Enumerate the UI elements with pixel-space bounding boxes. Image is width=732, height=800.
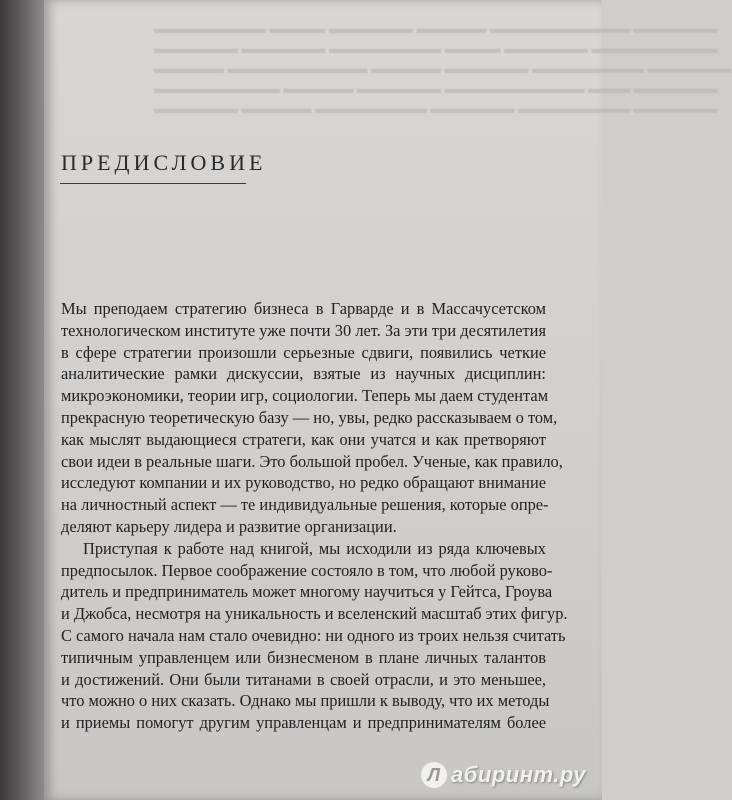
paragraph bbox=[61, 298, 563, 538]
text-line: и приемы помогут другим управленцам и предпринимателям более bbox=[61, 713, 546, 733]
text-line: и достижений. Они были титанами в своей отрасли, и это меньшее, bbox=[61, 669, 546, 689]
text-line: аналитические рамки дискуссии, взятые из научных дисциплин: bbox=[61, 364, 546, 384]
text-line: типичным управленцем или бизнесменом в плане личных талантов bbox=[61, 647, 546, 667]
body-text bbox=[61, 298, 568, 734]
text-line: дитель и предприниматель может многому научиться у Гейтса, Гроува bbox=[61, 582, 553, 602]
watermark-text: абиринт.ру bbox=[451, 762, 586, 787]
book-gutter bbox=[0, 0, 44, 800]
show-through-text: ▬▬▬▬▬▬▬▬ ▬▬▬▬ ▬▬▬▬▬▬ ▬▬▬▬▬ ▬▬▬▬▬▬▬▬▬▬ ▬▬▬▬▬▬ ▬▬▬▬▬▬ ▬▬▬▬▬▬ ▬▬▬▬▬▬▬▬ ▬▬▬▬ ▬▬▬▬▬▬ ▬▬▬▬▬▬▬▬▬ ▬▬▬▬▬ ▬▬▬▬▬▬▬▬▬▬ ▬▬▬▬▬ ▬▬▬▬▬▬ ▬▬▬▬▬▬▬▬ ▬▬▬▬▬▬ ▬▬▬▬▬▬▬▬▬ ▬▬▬▬▬ ▬▬▬▬▬▬ ▬▬▬▬▬▬▬▬▬▬ ▬▬▬ ▬▬▬▬▬▬ ▬▬▬▬▬▬ ▬▬▬▬▬ ▬▬▬▬▬▬▬▬ ▬▬▬▬▬▬ ▬▬▬▬▬▬▬▬ ▬▬▬▬▬▬ bbox=[154, 22, 732, 117]
labirint-watermark bbox=[421, 762, 586, 788]
text-line: в сфере стратегии произошли серьезные сдвиги, появились четкие bbox=[61, 342, 546, 362]
text-line: свои идеи в реальные шаги. Это большой пробел. Ученые, как правило, bbox=[61, 451, 563, 471]
text-line: на личностный аспект — те индивидуальные решения, которые опре- bbox=[61, 495, 549, 515]
text-line: Приступая к работе над книгой, мы исходили из ряда ключевых bbox=[83, 538, 546, 558]
watermark-logo-mark: Л bbox=[421, 762, 447, 788]
text-line: С самого начала нам стало очевидно: ни одного из троих нельзя считать bbox=[61, 625, 566, 645]
book-page bbox=[44, 0, 732, 800]
title-underline bbox=[60, 183, 246, 184]
text-line: что можно о них сказать. Однако мы пришли к выводу, что их методы bbox=[61, 691, 550, 711]
text-line: предпосылок. Первое соображение состояло в том, что любой руково- bbox=[61, 560, 553, 580]
text-line: технологическом институте уже почти 30 лет. За эти три десятилетия bbox=[61, 320, 546, 340]
text-line: и Джобса, несмотря на уникальность и вселенский масштаб этих фигур. bbox=[61, 604, 568, 624]
text-line: деляют карьеру лидера и развитие организации. bbox=[61, 516, 397, 536]
text-line: прекрасную теоретическую базу — но, увы, редко рассказываем о том, bbox=[61, 407, 558, 427]
text-line: Мы преподаем стратегию бизнеса в Гарварде и в Массачусетском bbox=[61, 299, 546, 318]
paragraph bbox=[61, 538, 568, 734]
text-line: как мыслят выдающиеся стратеги, как они учатся и как претворяют bbox=[61, 429, 546, 449]
text-line: исследуют компании и их руководство, но редко обращают внимание bbox=[61, 473, 546, 493]
section-title: ПРЕДИСЛОВИЕ bbox=[61, 150, 267, 175]
text-line: микроэкономики, теории игр, социологии. Теперь мы даем студентам bbox=[61, 386, 549, 406]
